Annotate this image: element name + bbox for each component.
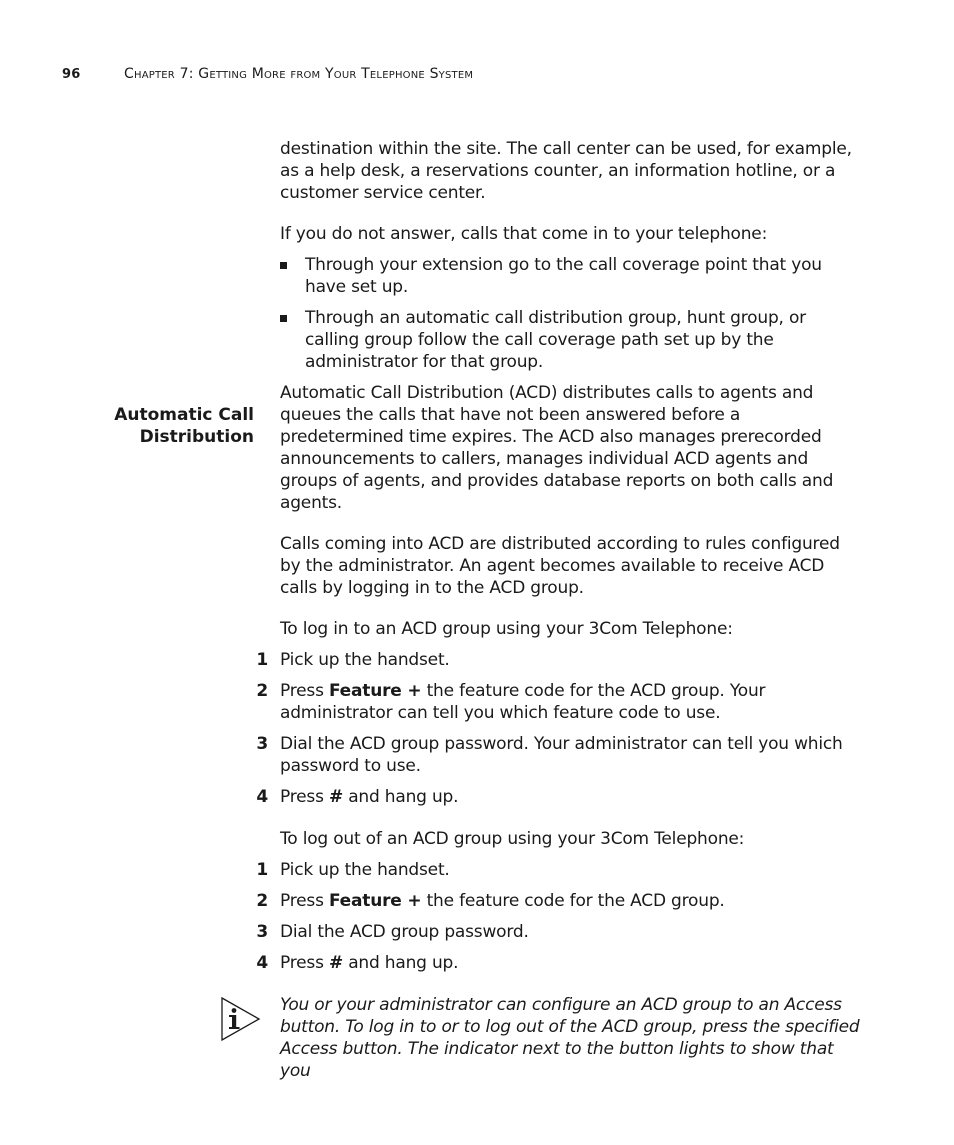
step-item xyxy=(256,733,860,777)
feature-key-label: Feature + xyxy=(328,681,422,701)
step-text-prefix: Press xyxy=(280,891,329,911)
step-text-prefix: Press xyxy=(280,787,329,807)
logout-steps xyxy=(256,859,860,974)
bullet-text: Through your extension go to the call coverage point that you have set up. xyxy=(305,255,822,297)
info-note-icon xyxy=(221,997,261,1041)
note-text: You or your administrator can configure an ACD group to an Access button. To log in to or to log out of the ACD group, press the specified Access button. The indicator next to the button lights to show that you xyxy=(280,995,860,1081)
coverage-bullet-list xyxy=(280,254,860,373)
logout-intro: To log out of an ACD group using your 3Com Telephone: xyxy=(280,829,745,849)
step-number: 4 xyxy=(256,787,268,807)
bullet-text: Through an automatic call distribution group, hunt group, or calling group follow the call coverage path set up by the administrator for that group. xyxy=(305,308,806,372)
page-number: 96 xyxy=(62,67,81,82)
step-number: 3 xyxy=(256,922,268,942)
section-heading xyxy=(60,404,254,448)
coverage-paragraph: If you do not answer, calls that come in to your telephone: xyxy=(280,224,768,244)
step-text-prefix: Press xyxy=(280,681,329,701)
pound-key-label: # xyxy=(328,787,343,807)
bullet-square-icon xyxy=(280,315,287,322)
step-text-prefix: Press xyxy=(280,953,329,973)
step-text: Dial the ACD group password. xyxy=(280,922,529,942)
step-item xyxy=(256,649,860,671)
login-intro: To log in to an ACD group using your 3Com Telephone: xyxy=(280,619,733,639)
acd-description-paragraph: Automatic Call Distribution (ACD) distributes calls to agents and queues the calls that have not been answered before a predetermined time expires. The ACD also manages prerecorded announcements to callers, manages individual ACD agents and groups of agents, and provides database reports on both calls and agents. xyxy=(280,383,834,513)
step-item xyxy=(256,786,860,808)
step-number: 4 xyxy=(256,953,268,973)
step-item xyxy=(256,890,860,912)
chapter-title: Chapter 7: Getting More from Your Telephone System xyxy=(124,66,474,82)
login-steps xyxy=(256,649,860,808)
step-text-suffix: the feature code for the ACD group. xyxy=(421,891,725,911)
step-text: Pick up the handset. xyxy=(280,860,450,880)
step-item xyxy=(256,952,860,974)
step-item xyxy=(256,859,860,881)
step-number: 3 xyxy=(256,734,268,754)
list-item xyxy=(280,307,860,373)
step-text-suffix: the feature code for the ACD group. Your administrator can tell you which feature code to use. xyxy=(280,681,766,723)
step-number: 1 xyxy=(256,650,268,670)
step-number: 1 xyxy=(256,860,268,880)
main-content xyxy=(256,138,860,1101)
section-heading-line-1: Automatic Call xyxy=(114,405,254,425)
step-item xyxy=(256,921,860,943)
step-number: 2 xyxy=(256,681,268,701)
bullet-square-icon xyxy=(280,262,287,269)
section-heading-line-2: Distribution xyxy=(139,427,254,447)
page-header xyxy=(62,66,473,82)
list-item xyxy=(280,254,860,298)
step-number: 2 xyxy=(256,891,268,911)
intro-paragraph: destination within the site. The call center can be used, for example, as a help desk, a reservations counter, an information hotline, or a customer service center. xyxy=(280,139,852,203)
feature-key-label: Feature + xyxy=(328,891,422,911)
pound-key-label: # xyxy=(328,953,343,973)
step-text-suffix: and hang up. xyxy=(343,787,459,807)
acd-distribution-paragraph: Calls coming into ACD are distributed according to rules configured by the administrator. An agent becomes available to receive ACD calls by logging in to the ACD group. xyxy=(280,534,840,598)
step-item xyxy=(256,680,860,724)
step-text: Pick up the handset. xyxy=(280,650,450,670)
step-text-suffix: and hang up. xyxy=(343,953,459,973)
step-text: Dial the ACD group password. Your administrator can tell you which password to use. xyxy=(280,734,843,776)
